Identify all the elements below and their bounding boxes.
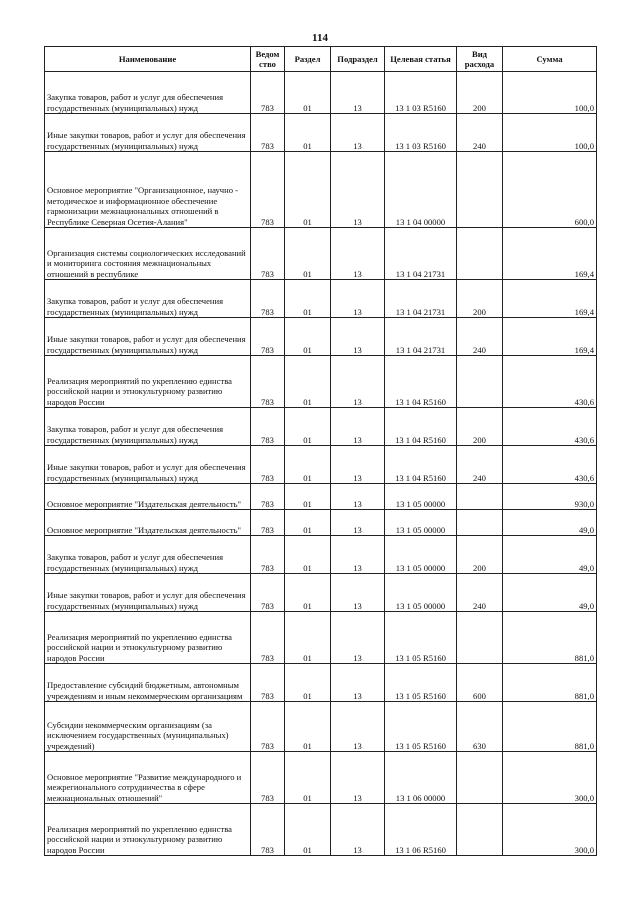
cell-subsection: 13 — [331, 804, 385, 856]
cell-dept: 783 — [251, 574, 285, 612]
cell-dept: 783 — [251, 318, 285, 356]
cell-dept: 783 — [251, 72, 285, 114]
table-row — [45, 318, 597, 356]
cell-expense: 200 — [457, 280, 503, 318]
cell-target: 13 1 04 21731 — [385, 228, 457, 280]
cell-section: 01 — [285, 408, 331, 446]
cell-subsection: 13 — [331, 574, 385, 612]
cell-section: 01 — [285, 318, 331, 356]
cell-subsection: 13 — [331, 702, 385, 752]
cell-target: 13 1 04 00000 — [385, 152, 457, 228]
cell-dept: 783 — [251, 280, 285, 318]
cell-sum: 49,0 — [503, 536, 597, 574]
cell-sum: 930,0 — [503, 484, 597, 510]
cell-section: 01 — [285, 510, 331, 536]
cell-target: 13 1 05 00000 — [385, 574, 457, 612]
cell-name: Предоставление субсидий бюджетным, автономным учреждениям и иным некоммерческим организациям — [45, 664, 251, 702]
cell-sum: 100,0 — [503, 72, 597, 114]
cell-dept: 783 — [251, 152, 285, 228]
cell-subsection: 13 — [331, 664, 385, 702]
cell-subsection: 13 — [331, 752, 385, 804]
cell-name: Иные закупки товаров, работ и услуг для обеспечения государственных (муниципальных) нужд — [45, 114, 251, 152]
table-row — [45, 510, 597, 536]
cell-target: 13 1 05 R5160 — [385, 702, 457, 752]
cell-sum: 881,0 — [503, 612, 597, 664]
header-section: Раздел — [285, 47, 331, 72]
cell-dept: 783 — [251, 510, 285, 536]
cell-subsection: 13 — [331, 484, 385, 510]
cell-section: 01 — [285, 446, 331, 484]
table-row — [45, 114, 597, 152]
table-row — [45, 72, 597, 114]
cell-dept: 783 — [251, 804, 285, 856]
cell-dept: 783 — [251, 484, 285, 510]
cell-dept: 783 — [251, 702, 285, 752]
header-name: Наименование — [45, 47, 251, 72]
cell-expense: 600 — [457, 664, 503, 702]
cell-sum: 49,0 — [503, 510, 597, 536]
cell-target: 13 1 06 R5160 — [385, 804, 457, 856]
cell-subsection: 13 — [331, 152, 385, 228]
cell-name: Иные закупки товаров, работ и услуг для обеспечения государственных (муниципальных) нужд — [45, 446, 251, 484]
table-row — [45, 408, 597, 446]
cell-sum: 100,0 — [503, 114, 597, 152]
cell-name: Субсидии некоммерческим организациям (за исключением государственных (муниципальных) учреждений) — [45, 702, 251, 752]
cell-section: 01 — [285, 356, 331, 408]
cell-target: 13 1 05 R5160 — [385, 612, 457, 664]
cell-section: 01 — [285, 574, 331, 612]
cell-sum: 430,6 — [503, 408, 597, 446]
cell-name: Иные закупки товаров, работ и услуг для обеспечения государственных (муниципальных) нужд — [45, 574, 251, 612]
table-row — [45, 228, 597, 280]
cell-name: Основное мероприятие "Организационное, научно - методическое и информационное обеспечение гармонизации межнациональных отношений в Республике Северная Осетия-Алания" — [45, 152, 251, 228]
cell-dept: 783 — [251, 612, 285, 664]
page-number: 114 — [312, 32, 328, 44]
cell-target: 13 1 06 00000 — [385, 752, 457, 804]
cell-section: 01 — [285, 484, 331, 510]
cell-subsection: 13 — [331, 280, 385, 318]
cell-section: 01 — [285, 702, 331, 752]
cell-section: 01 — [285, 152, 331, 228]
cell-name: Реализация мероприятий по укреплению единства российской нации и этнокультурному развитию народов России — [45, 356, 251, 408]
cell-subsection: 13 — [331, 446, 385, 484]
table-row — [45, 484, 597, 510]
cell-subsection: 13 — [331, 536, 385, 574]
cell-target: 13 1 05 00000 — [385, 510, 457, 536]
table-row — [45, 752, 597, 804]
cell-expense: 240 — [457, 114, 503, 152]
cell-expense: 200 — [457, 72, 503, 114]
cell-expense — [457, 752, 503, 804]
cell-expense — [457, 152, 503, 228]
cell-section: 01 — [285, 72, 331, 114]
cell-name: Закупка товаров, работ и услуг для обеспечения государственных (муниципальных) нужд — [45, 536, 251, 574]
cell-subsection: 13 — [331, 114, 385, 152]
cell-subsection: 13 — [331, 510, 385, 536]
cell-target: 13 1 04 21731 — [385, 318, 457, 356]
cell-dept: 783 — [251, 408, 285, 446]
table-row — [45, 280, 597, 318]
cell-target: 13 1 05 R5160 — [385, 664, 457, 702]
cell-subsection: 13 — [331, 408, 385, 446]
cell-subsection: 13 — [331, 228, 385, 280]
cell-expense — [457, 484, 503, 510]
cell-sum: 169,4 — [503, 318, 597, 356]
cell-expense: 200 — [457, 536, 503, 574]
cell-expense — [457, 228, 503, 280]
cell-sum: 300,0 — [503, 752, 597, 804]
cell-name: Основное мероприятие "Издательская деятельность" — [45, 510, 251, 536]
cell-sum: 169,4 — [503, 280, 597, 318]
cell-subsection: 13 — [331, 612, 385, 664]
cell-name: Закупка товаров, работ и услуг для обеспечения государственных (муниципальных) нужд — [45, 280, 251, 318]
cell-name: Организация системы социологических исследований и мониторинга состояния межнациональных отношений в республике — [45, 228, 251, 280]
cell-subsection: 13 — [331, 356, 385, 408]
cell-dept: 783 — [251, 228, 285, 280]
cell-target: 13 1 05 00000 — [385, 536, 457, 574]
cell-dept: 783 — [251, 752, 285, 804]
cell-name: Основное мероприятие "Развитие международного и межрегионального сотрудничества в сфере межнациональных отношений" — [45, 752, 251, 804]
header-target: Целевая статья — [385, 47, 457, 72]
cell-section: 01 — [285, 536, 331, 574]
cell-section: 01 — [285, 804, 331, 856]
cell-expense: 630 — [457, 702, 503, 752]
table-row — [45, 356, 597, 408]
cell-expense: 240 — [457, 574, 503, 612]
cell-sum: 881,0 — [503, 702, 597, 752]
cell-section: 01 — [285, 612, 331, 664]
cell-expense — [457, 356, 503, 408]
cell-target: 13 1 04 21731 — [385, 280, 457, 318]
cell-dept: 783 — [251, 664, 285, 702]
table-row — [45, 574, 597, 612]
header-dept: Ведом ство — [251, 47, 285, 72]
cell-name: Закупка товаров, работ и услуг для обеспечения государственных (муниципальных) нужд — [45, 72, 251, 114]
cell-sum: 430,6 — [503, 356, 597, 408]
cell-target: 13 1 04 R5160 — [385, 356, 457, 408]
cell-subsection: 13 — [331, 72, 385, 114]
cell-name: Реализация мероприятий по укреплению единства российской нации и этнокультурному развитию народов России — [45, 804, 251, 856]
table-row — [45, 664, 597, 702]
cell-sum: 169,4 — [503, 228, 597, 280]
cell-sum: 600,0 — [503, 152, 597, 228]
header-subsection: Подраздел — [331, 47, 385, 72]
cell-dept: 783 — [251, 356, 285, 408]
cell-expense: 240 — [457, 446, 503, 484]
cell-section: 01 — [285, 752, 331, 804]
cell-sum: 430,6 — [503, 446, 597, 484]
cell-expense — [457, 510, 503, 536]
budget-table — [44, 46, 597, 856]
cell-expense — [457, 804, 503, 856]
table-row — [45, 152, 597, 228]
cell-section: 01 — [285, 228, 331, 280]
table-row — [45, 446, 597, 484]
cell-sum: 881,0 — [503, 664, 597, 702]
header-sum: Сумма — [503, 47, 597, 72]
cell-dept: 783 — [251, 446, 285, 484]
cell-target: 13 1 05 00000 — [385, 484, 457, 510]
cell-name: Основное мероприятие "Издательская деятельность" — [45, 484, 251, 510]
cell-name: Закупка товаров, работ и услуг для обеспечения государственных (муниципальных) нужд — [45, 408, 251, 446]
cell-target: 13 1 03 R5160 — [385, 114, 457, 152]
cell-section: 01 — [285, 114, 331, 152]
cell-target: 13 1 04 R5160 — [385, 446, 457, 484]
table-header-row — [45, 47, 597, 72]
cell-name: Реализация мероприятий по укреплению единства российской нации и этнокультурному развитию народов России — [45, 612, 251, 664]
table-row — [45, 536, 597, 574]
cell-name: Иные закупки товаров, работ и услуг для обеспечения государственных (муниципальных) нужд — [45, 318, 251, 356]
cell-sum: 49,0 — [503, 574, 597, 612]
cell-expense: 240 — [457, 318, 503, 356]
table-row — [45, 612, 597, 664]
cell-section: 01 — [285, 664, 331, 702]
cell-target: 13 1 03 R5160 — [385, 72, 457, 114]
cell-target: 13 1 04 R5160 — [385, 408, 457, 446]
cell-dept: 783 — [251, 114, 285, 152]
table-row — [45, 804, 597, 856]
cell-subsection: 13 — [331, 318, 385, 356]
cell-dept: 783 — [251, 536, 285, 574]
cell-sum: 300,0 — [503, 804, 597, 856]
cell-section: 01 — [285, 280, 331, 318]
cell-expense: 200 — [457, 408, 503, 446]
cell-expense — [457, 612, 503, 664]
table-row — [45, 702, 597, 752]
header-expense: Вид расхода — [457, 47, 503, 72]
